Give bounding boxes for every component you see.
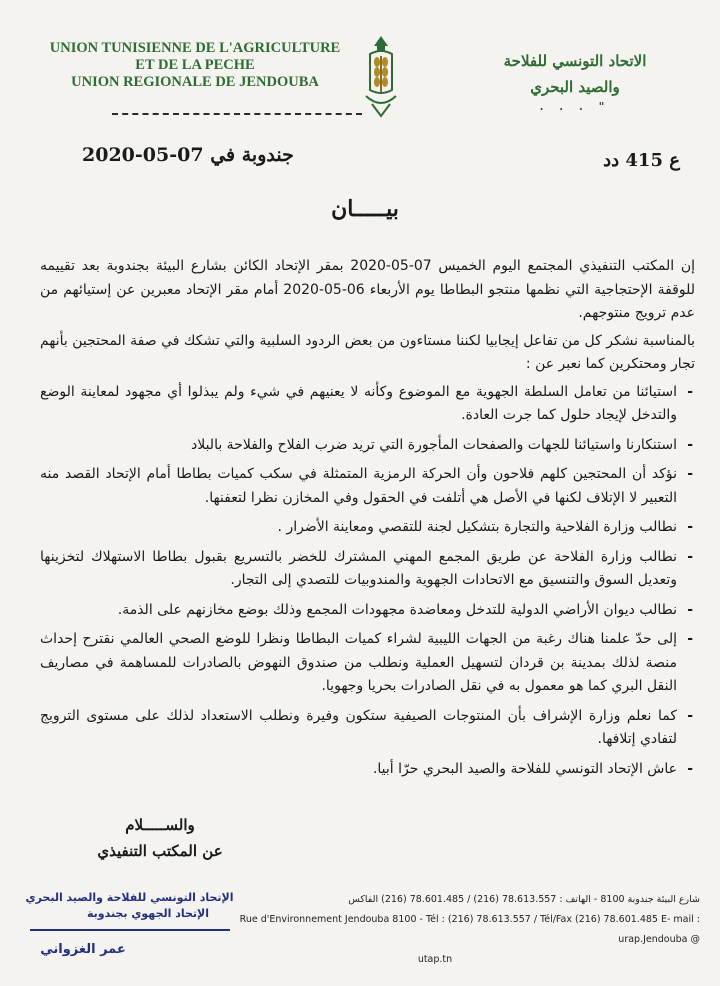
- intro-paragraph: إن المكتب التنفيذي المجتمع اليوم الخميس 07-05-2020 بمقر الإتحاد الكائن بشارع البيئة بجندوبة بعد تقييمه للوقفة الإحتجاجية التي نظمها منتجو البطاطا يوم الأربعاء 06-05-2020 أمام مقر الإتحاد معبرين عن إستيائهم من عدم ترويج منتوجهم.: [40, 258, 695, 321]
- closing-signatory: عن المكتب التنفيذي: [97, 842, 223, 860]
- footer-contact: [230, 890, 700, 970]
- list-item: - نؤكد أن المحتجين كلهم فلاحون وأن الحركة الرمزية المتمثلة في سكب كميات بطاطا أمام الإتحاد القصد منه التعبير لا الإتلاف لكنها في الأصل هي أتلفت في الحقول وفي المخازن نظرا لتعفنها.: [40, 463, 677, 510]
- list-item: - استنكارنا واستيائنا للجهات والصفحات المأجورة التي تريد ضرب الفلاح والفلاحة بالبلاد: [40, 434, 677, 458]
- wheat-emblem-icon: [358, 30, 404, 122]
- document-title: بيـــــان: [331, 196, 399, 222]
- footer-arabic-address: شارع البيئة جندوبة 8100 - الهاتف : 78.613.557 (216) / 78.601.485 (216) الفاكس: [348, 894, 700, 905]
- stamp-signature: عمر الغزواني: [40, 942, 126, 957]
- reference-number: ع 415 دد: [603, 150, 680, 171]
- list-item: - استيائنا من تعامل السلطة الجهوية مع الموضوع وكأنه لا يعنيهم في شيء ولم يبذلوا أي مجهود لمعاينة الوضع والتدخل لإيجاد حلول كما جرت العادة.: [40, 381, 677, 428]
- letterhead-fr-line1: UNION TUNISIENNE DE L'AGRICULTURE: [49, 40, 341, 56]
- second-paragraph: بالمناسبة نشكر كل من تفاعل إيجابيا لكننا مستاءون من بعض الردود السلبية والتي تشكك في صفة المحتجين بأنهم تجار ومحتكرين كما نعبر عن :: [39, 332, 695, 372]
- stamp-line2: الإتحاد الجهوي بجندوبة: [86, 907, 210, 920]
- stamp-line1: الإتحاد التونسي للفلاحة والصيد البحري: [25, 891, 234, 904]
- closing-salutation: والســـــلام: [125, 816, 195, 834]
- list-item: - كما نعلم وزارة الإشراف بأن المنتوجات الصيفية ستكون وفيرة ونطلب الاستعداد لذلك على مستوى الترويج لتفادي إتلافها.: [40, 705, 677, 752]
- stamp-divider: [30, 929, 230, 931]
- demands-list: [40, 381, 695, 782]
- list-item: - إلى حدّ علمنا هناك رغبة من الجهات الليبية لشراء كميات البطاطا ونظرا للوضع الصحي العالمي نقترح إحداث منصة لذلك بمدينة بن قردان لتسهيل العملية ونطلب من صندوق النهوض بالصادرات للمساهمة في مصاريف النقل البري كما هو معمول به في نقل الصادرات بحريا وجهويا.: [40, 628, 677, 699]
- list-item: - عاش الإتحاد التونسي للفلاحة والصيد البحري حرّا أبيا.: [40, 758, 677, 782]
- letterhead-ar-dots: " . . .: [539, 100, 611, 113]
- footer-website: utap.tn: [417, 954, 453, 965]
- closing-block: [90, 812, 230, 864]
- official-stamp: [18, 885, 240, 977]
- list-item: - نطالب ديوان الأراضي الدولية للتدخل ومعاضدة مجهودات المجمع وذلك بوضع مخازنهم على الذمة.: [40, 599, 677, 623]
- letterhead-divider: [112, 113, 362, 115]
- letterhead-arabic: [455, 48, 695, 114]
- letterhead-fr-line3: UNION REGIONALE DE JENDOUBA: [71, 74, 319, 90]
- statement-body: [40, 255, 695, 787]
- letterhead-french: [30, 40, 360, 91]
- list-item: - نطالب وزارة الفلاحية والتجارة بتشكيل لجنة للتقصي ومعاينة الأضرار .: [40, 516, 677, 540]
- list-item: - نطالب وزارة الفلاحة عن طريق المجمع المهني المشترك للخضر بالتسريع بقبول بطاطا الاستهلاك لتخزينها وتعديل السوق والتنسيق مع الاتحادات الجهوية والمندوبيات للتصدي إلى التجار.: [40, 546, 677, 593]
- footer-french-address: Rue d'Environnement Jendouba 8100 - Tél : (216) 78.613.557 / Tél/Fax (216) 78.601.485 E- mail : urap.Jendouba @: [239, 914, 700, 945]
- letterhead-ar-line2: والصيد البحري: [530, 78, 620, 96]
- letterhead-fr-line2: ET DE LA PECHE: [135, 57, 255, 73]
- letterhead-ar-line1: الاتحاد التونسي للفلاحة: [503, 52, 647, 70]
- document-date: جندوبة في 07-05-2020: [82, 144, 294, 166]
